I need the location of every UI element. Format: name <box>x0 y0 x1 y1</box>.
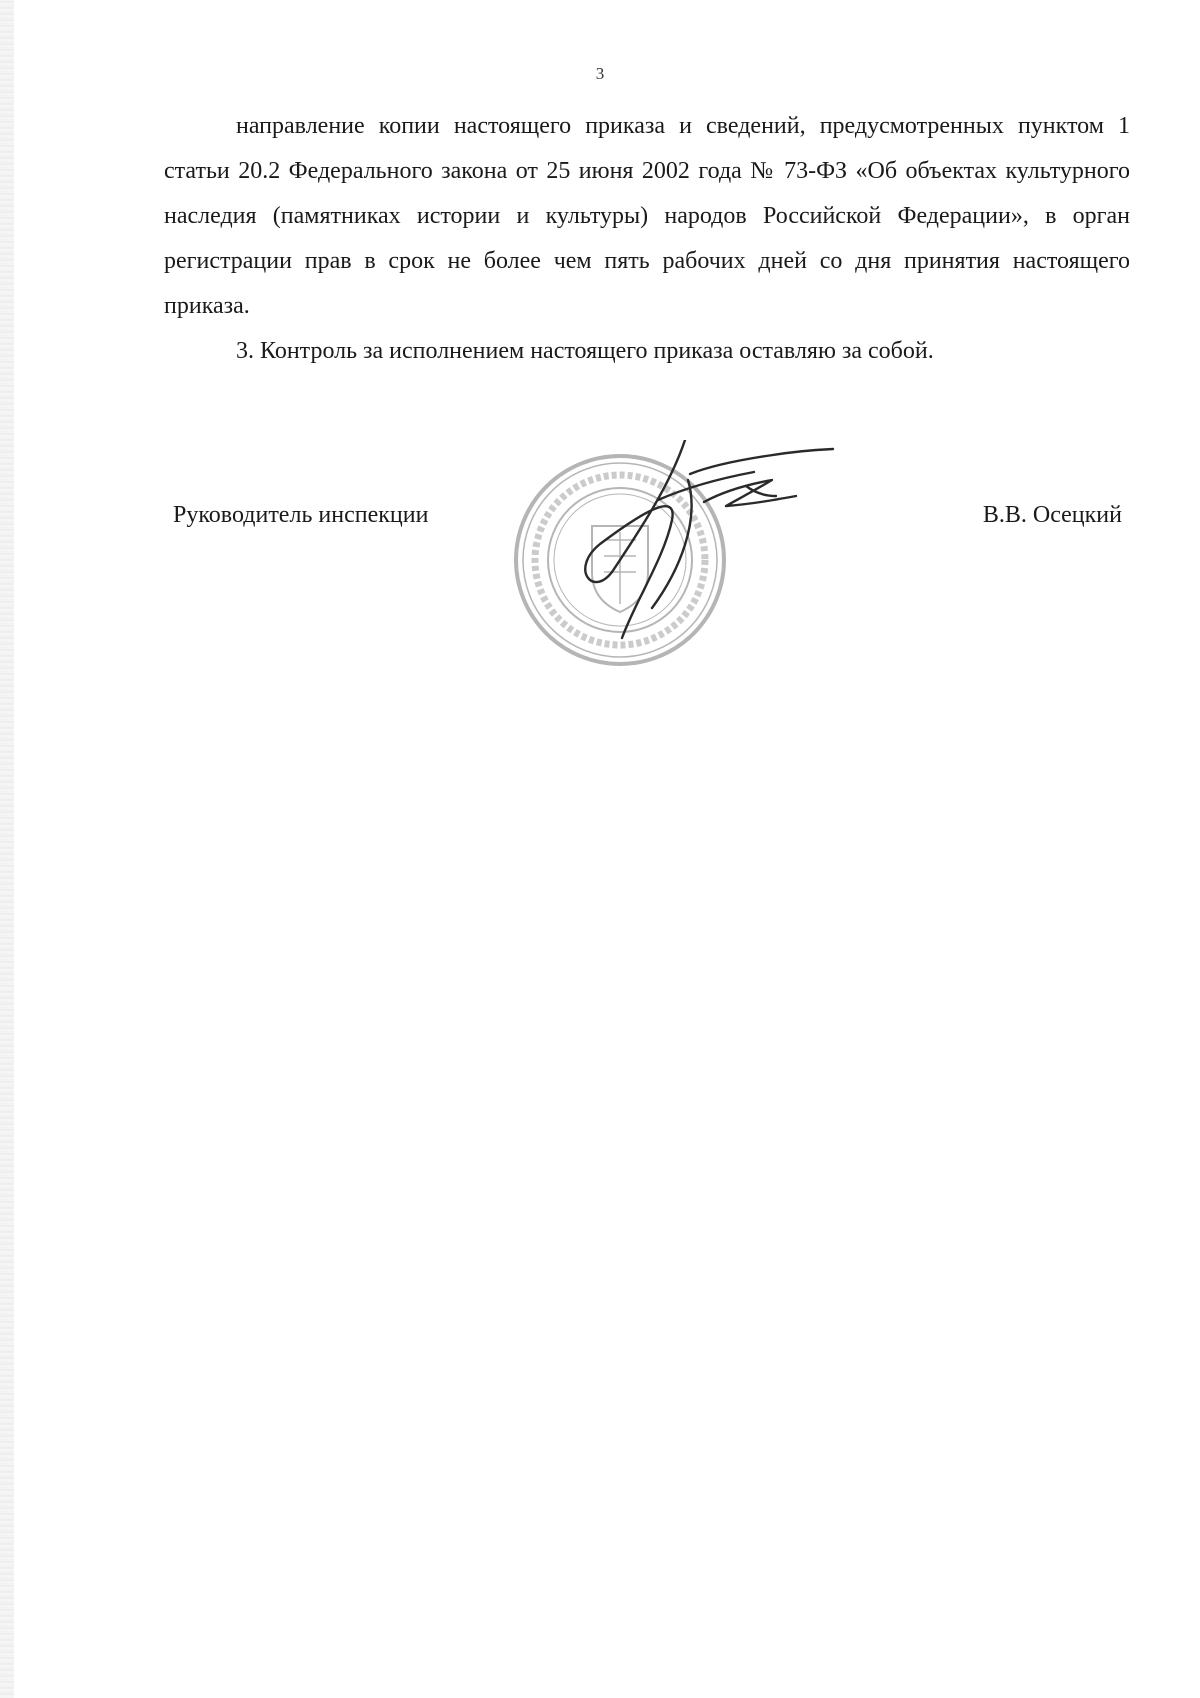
handwritten-signature-icon <box>540 440 880 660</box>
signer-title: Руководитель инспекции <box>173 502 429 528</box>
scan-edge <box>0 0 14 1698</box>
signer-name: В.В. Осецкий <box>982 502 1122 528</box>
paragraph-control: 3. Контроль за исполнением настоящего приказа оставляю за собой. <box>236 338 934 364</box>
paragraph-registration: направление копии настоящего приказа и сведений, предусмотренных пунктом 1 статьи 20.2 Федерального закона от 25 июня 2002 года № 73-ФЗ «Об объектах культурного наследия (памятниках истории и культуры) народов Российской Федерации», в орган регистрации прав в срок не более чем пять рабочих дней со дня принятия настоящего приказа. <box>164 113 1130 319</box>
page-number: 3 <box>595 64 605 83</box>
document-body <box>164 104 1130 374</box>
